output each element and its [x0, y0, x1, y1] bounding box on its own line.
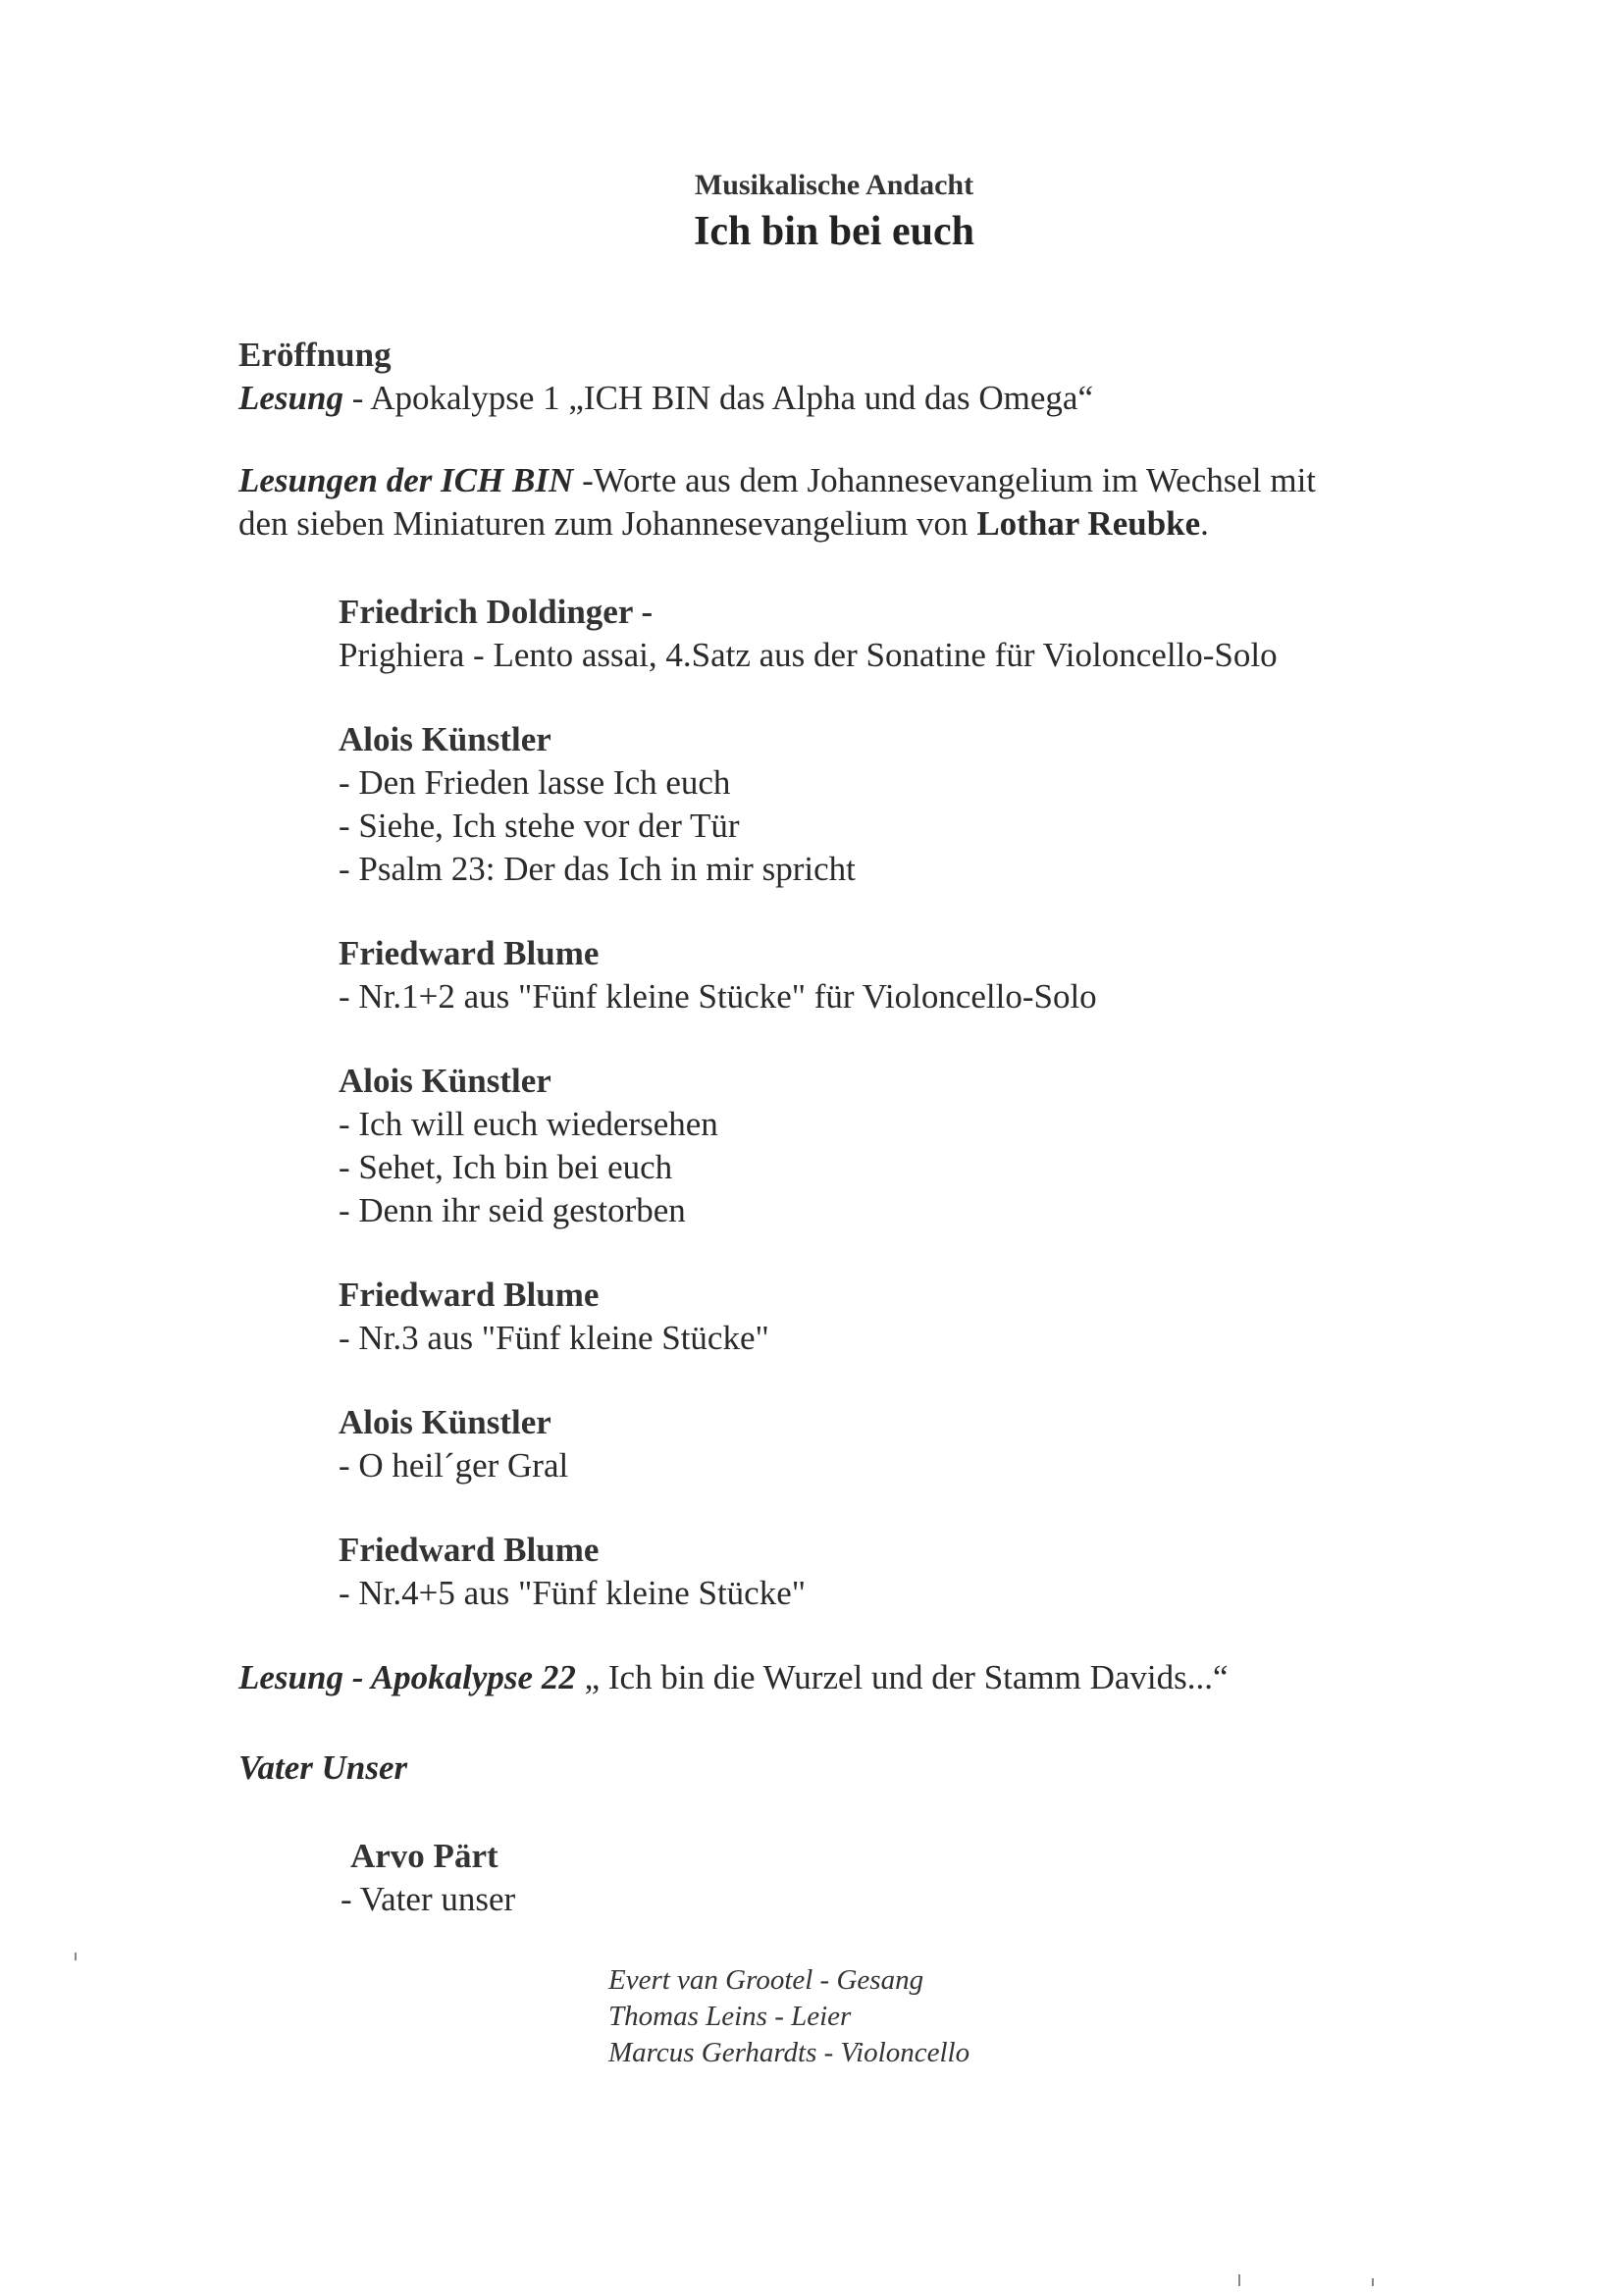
scan-speck — [1372, 2278, 1374, 2286]
prayer-composer: Arvo Pärt — [350, 1837, 498, 1875]
readings-text-2-end: . — [1200, 504, 1209, 543]
piece-title: - Psalm 23: Der das Ich in mir spricht — [339, 850, 856, 888]
page-subtitle: Musikalische Andacht — [694, 169, 974, 201]
piece-title: - Siehe, Ich stehe vor der Tür — [339, 807, 740, 845]
performer: Marcus Gerhardts - Violoncello — [608, 2037, 970, 2068]
readings-line-2 — [238, 502, 1209, 546]
piece-title: - Nr.4+5 aus "Fünf kleine Stücke" — [339, 1574, 807, 1612]
program-block — [339, 718, 856, 891]
composer-name: Friedward Blume — [339, 934, 600, 972]
program-block — [339, 1274, 769, 1360]
opening-heading: Eröffnung — [238, 336, 392, 374]
performers-list — [608, 1962, 969, 2071]
scan-speck — [1238, 2274, 1240, 2286]
closing-reading — [238, 1656, 1229, 1699]
piece-title: - Nr.1+2 aus "Fünf kleine Stücke" für Violoncello-Solo — [339, 977, 1097, 1016]
composer-name: Alois Künstler — [339, 1062, 551, 1100]
piece-title: - Ich will euch wiedersehen — [339, 1105, 718, 1143]
readings-line-1 — [238, 459, 1316, 502]
prayer-block — [350, 1835, 498, 1878]
piece-title: - Denn ihr seid gestorben — [339, 1191, 686, 1229]
prayer-piece: - Vater unser — [341, 1880, 516, 1918]
piece-title: Prighiera - Lento assai, 4.Satz aus der Sonatine für Violoncello-Solo — [339, 636, 1278, 674]
readings-text-2: den sieben Miniaturen zum Johannesevangelium von — [238, 504, 977, 543]
performer: Thomas Leins - Leier — [608, 2001, 852, 2032]
composer-name: Friedward Blume — [339, 1531, 600, 1569]
composer-name: Alois Künstler — [339, 720, 551, 758]
page-title: Ich bin bei euch — [694, 209, 974, 254]
piece-title: - Nr.3 aus "Fünf kleine Stücke" — [339, 1319, 769, 1357]
performer: Evert van Grootel - Gesang — [608, 1964, 924, 1996]
closing-reading-text: „ Ich bin die Wurzel und der Stamm Davids...“ — [575, 1658, 1229, 1696]
scan-speck — [75, 1953, 77, 1960]
program-block — [339, 1401, 568, 1487]
opening-reading-text: - Apokalypse 1 „ICH BIN das Alpha und das Omega“ — [342, 379, 1093, 417]
program-block — [339, 932, 1097, 1018]
opening-reading — [238, 377, 1093, 420]
composer-name: Friedrich Doldinger - — [339, 593, 654, 631]
readings-label: Lesungen der ICH BIN — [238, 461, 574, 499]
piece-title: - O heil´ger Gral — [339, 1446, 569, 1485]
closing-reading-label: Lesung - Apokalypse 22 — [238, 1658, 576, 1696]
piece-title: - Den Frieden lasse Ich euch — [339, 763, 731, 802]
opening-reading-label: Lesung — [238, 379, 343, 417]
composer-name: Alois Künstler — [339, 1403, 551, 1441]
readings-composer: Lothar Reubke — [976, 504, 1201, 543]
prayer-heading: Vater Unser — [238, 1748, 408, 1787]
program-block — [339, 591, 1278, 677]
readings-text-1: -Worte aus dem Johannesevangelium im Wechsel mit — [573, 461, 1317, 499]
piece-title: - Sehet, Ich bin bei euch — [339, 1148, 673, 1186]
composer-name: Friedward Blume — [339, 1276, 600, 1314]
program-block — [339, 1529, 806, 1615]
program-block — [339, 1060, 718, 1232]
